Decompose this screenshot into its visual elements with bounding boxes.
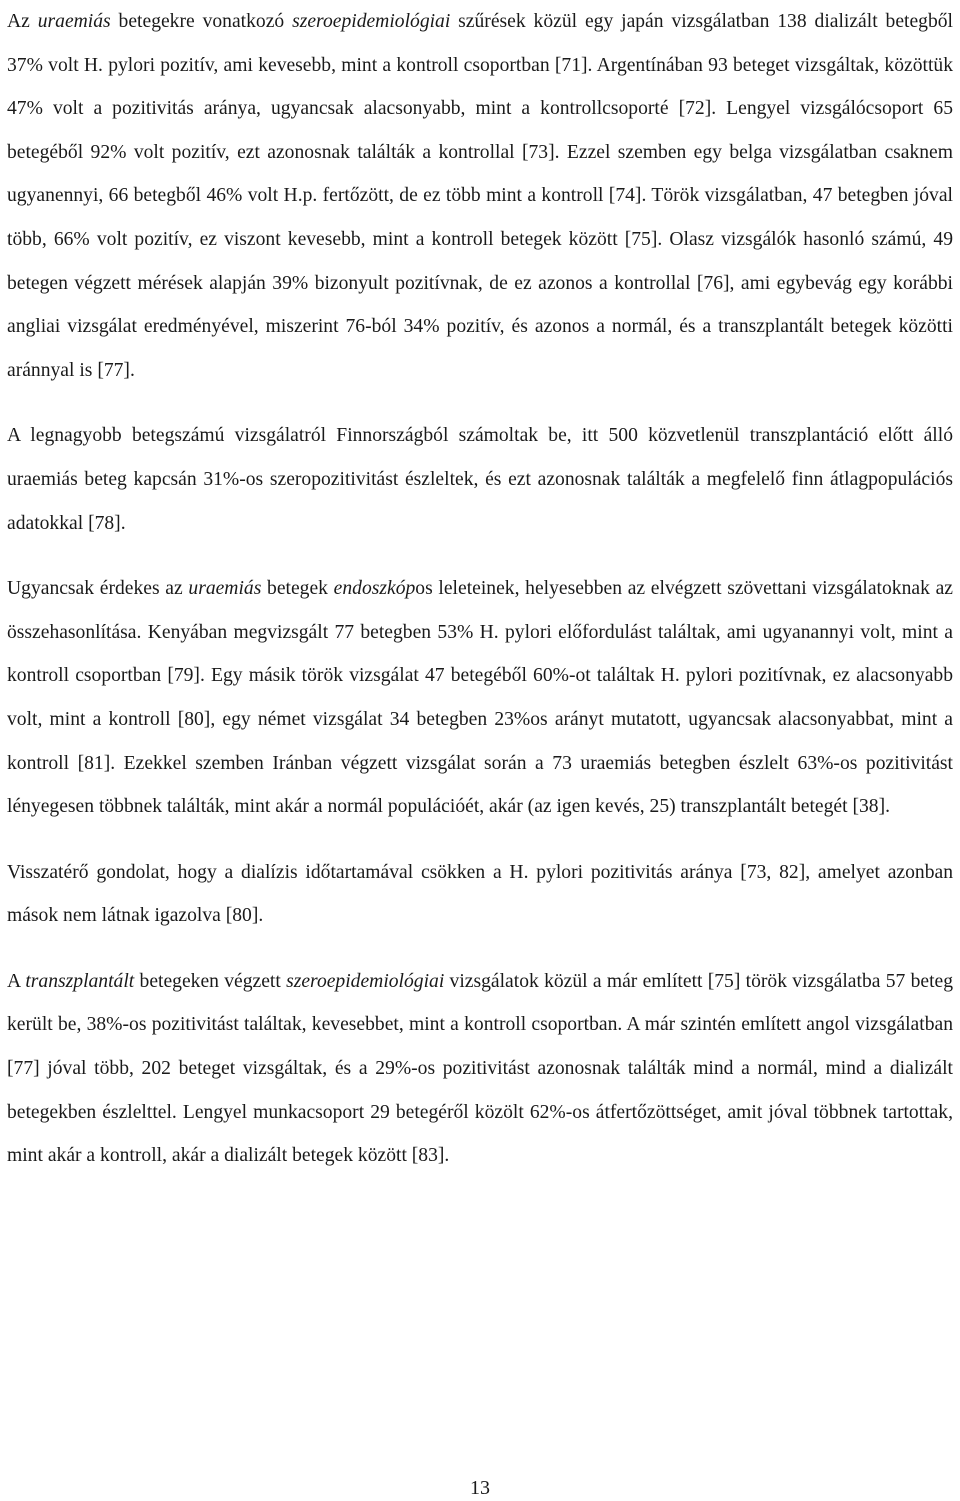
paragraph-dialysis-duration [7, 851, 953, 938]
italic-term: endoszkóp [333, 578, 416, 600]
italic-term: transzplantált [25, 970, 135, 992]
paragraph-endoscopic-findings [7, 567, 953, 829]
text-run: A legnagyobb betegszámú vizsgálatról Finnországból számoltak be, itt 500 közvetlenül transzplantáció előtt álló uraemiás beteg kapcsán 31%-os szeropozitivitást észleltek, és ezt azonosnak találták a megfelelő finn átlagpopulációs adatokkal [78]. [7, 425, 953, 534]
text-run: Visszatérő gondolat, hogy a dialízis időtartamával csökken a H. pylori pozitivitás aránya [73, 82], amelyet azonban mások nem látnak igazolva [80]. [7, 861, 953, 927]
paragraph-uraemic-seroepidemiology [7, 0, 953, 392]
italic-term: szeroepidemiológiai [286, 970, 445, 992]
text-run: szűrések közül egy japán vizsgálatban 138 dializált betegből 37% volt H. pylori pozitív, ami kevesebb, mint a kontroll csoportban [71]. Argentínában 93 beteget vizsgáltak, közöttük 47% volt a pozitivitás aránya, ugyancsak alacsonyabb, mint a kontrollcsoporté [72]. Lengyel vizsgálócsoport 65 betegéből 92% volt pozitív, ezt azonosnak találták a kontrollal [73]. Ezzel szemben egy belga vizsgálatban csaknem ugyanennyi, 66 betegből 46% volt H.p. fertőzött, de ez több mint a kontroll [74]. Török vizsgálatban, 47 betegben jóval több, 66% volt pozitív, ez viszont kevesebb, mint a kontroll betegek között [75]. Olasz vizsgálók hasonló számú, 49 betegen végzett mérések alapján 39% bizonyult pozitívnak, de ez azonos a kontrollal [76], ami egybevág egy korábbi angliai vizsgálat eredményével, miszerint 76-ból 34% pozitív, és azonos a normál, és a transzplantált betegek közötti aránnyal is [77]. [7, 11, 953, 381]
italic-term: uraemiás [37, 11, 111, 32]
italic-term: uraemiás [188, 578, 262, 600]
text-run: vizsgálatok közül a már említett [75] török vizsgálatba 57 beteg került be, 38%-os pozitivitást találtak, kevesebbet, mint a kontroll csoportban. A már szintén említett angol vizsgálatban [77] jóval több, 202 beteget vizsgáltak, és a 29%-os pozitivitást azonosnak találták mind a normál, mind a dializált betegekben észlelttel. Lengyel munkacsoport 29 betegéről közölt 62%-os átfertőzöttséget, amit jóval többnek tartottak, mint akár a kontroll, akár a dializált betegek között [83]. [7, 970, 954, 1167]
text-run: Az [7, 11, 38, 32]
page-number: 13 [470, 1477, 490, 1499]
text-run: os leleteinek, helyesebben az elvégzett szövettani vizsgálatoknak az összehasonlítása. Kenyában megvizsgált 77 betegben 53% H. pylori előfordulást találtak, ami ugyanannyi volt, mint a kontroll csoportban [79]. Egy másik török vizsgálat 47 betegéből 60%-ot találtak H. pylori pozitívnak, ez alacsonyabb volt, mint a kontroll [80], egy német vizsgálat 34 betegben 23%os arányt mutatott, ugyancsak alacsonyabbat, mint a kontroll [81]. Ezekkel szemben Iránban végzett vizsgálat során a 73 uraemiás betegben észlelt 63%-os pozitivitást lényegesen többnek találták, mint akár a normál populációét, akár (az igen kevés, 25) transzplantált betegét [38]. [7, 578, 953, 818]
text-run: Ugyancsak érdekes az [7, 578, 189, 600]
text-run: betegekre vonatkozó [110, 11, 293, 32]
text-run: betegek [261, 578, 334, 600]
paragraph-transplanted-patients [7, 960, 953, 1178]
text-run: betegeken végzett [134, 970, 287, 992]
paragraph-finland-study [7, 414, 953, 545]
italic-term: szeroepidemiológiai [292, 11, 451, 32]
text-run: A [7, 970, 26, 992]
document-body [7, 0, 953, 1178]
